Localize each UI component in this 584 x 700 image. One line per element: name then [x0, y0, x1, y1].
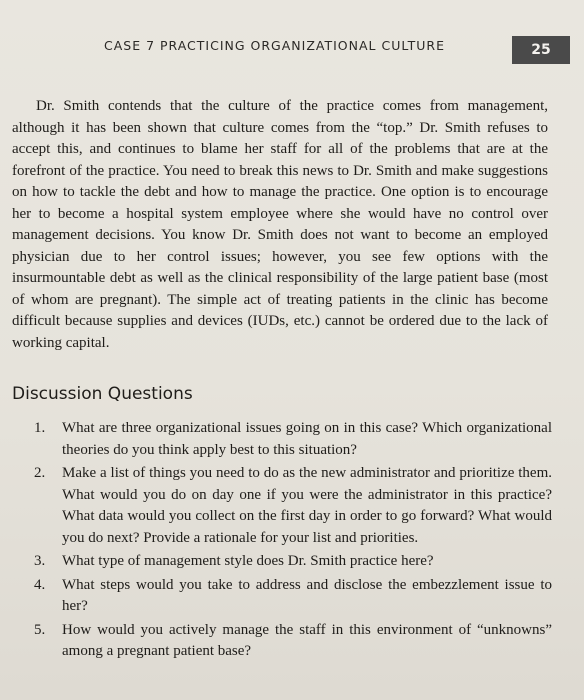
question-item — [34, 620, 552, 663]
running-header — [104, 36, 584, 64]
question-text: How would you actively manage the staff in this environment of “unknowns” among a pregnant patient base? — [62, 621, 552, 659]
question-number: 3. — [34, 553, 46, 569]
question-item — [34, 575, 552, 618]
question-item — [34, 463, 552, 549]
section-heading: Discussion Questions — [12, 384, 193, 404]
question-text: Make a list of things you need to do as the new administrator and prioritize them. What would you do on day one if you were the administrator in this practice? What data would you collect on the first day in order to go forward? What would you do next? Provide a rationale for your list and priorities. — [62, 465, 552, 546]
question-text: What are three organizational issues going on in this case? Which organizational theories do you think apply best to this situation? — [62, 420, 552, 458]
body-paragraph: Dr. Smith contends that the culture of the practice comes from management, although it has been shown that culture comes from the “top.” Dr. Smith refuses to accept this, and continues to blame her staff for all of the problems that are at the forefront of the practice. You need to break this news to Dr. Smith and make suggestions on how to tackle the debt and how to manage the practice. One option is to encourage her to become a hospital system employee where she would have no control over management decisions. You know Dr. Smith does not want to become an employed physician due to her control issues; however, you see few options with the insurmountable debt as well as the clinical responsibility of the large patient base (most of whom are pregnant). The simple act of treating patients in the clinic has become difficult because supplies and devices (IUDs, etc.) cannot be ordered due to the lack of working capital. — [12, 98, 548, 351]
question-item — [34, 551, 552, 573]
question-text: What steps would you take to address and disclose the embezzlement issue to her? — [62, 576, 552, 614]
question-text: What type of management style does Dr. Smith practice here? — [62, 553, 434, 569]
question-number: 4. — [34, 576, 46, 593]
question-item — [34, 418, 552, 461]
question-list — [34, 418, 552, 665]
question-number: 5. — [34, 621, 46, 638]
page-number: 25 — [512, 36, 570, 64]
question-number: 1. — [34, 420, 46, 436]
header-title: CASE 7 PRACTICING ORGANIZATIONAL CULTURE — [104, 38, 445, 53]
question-number: 2. — [34, 465, 46, 481]
